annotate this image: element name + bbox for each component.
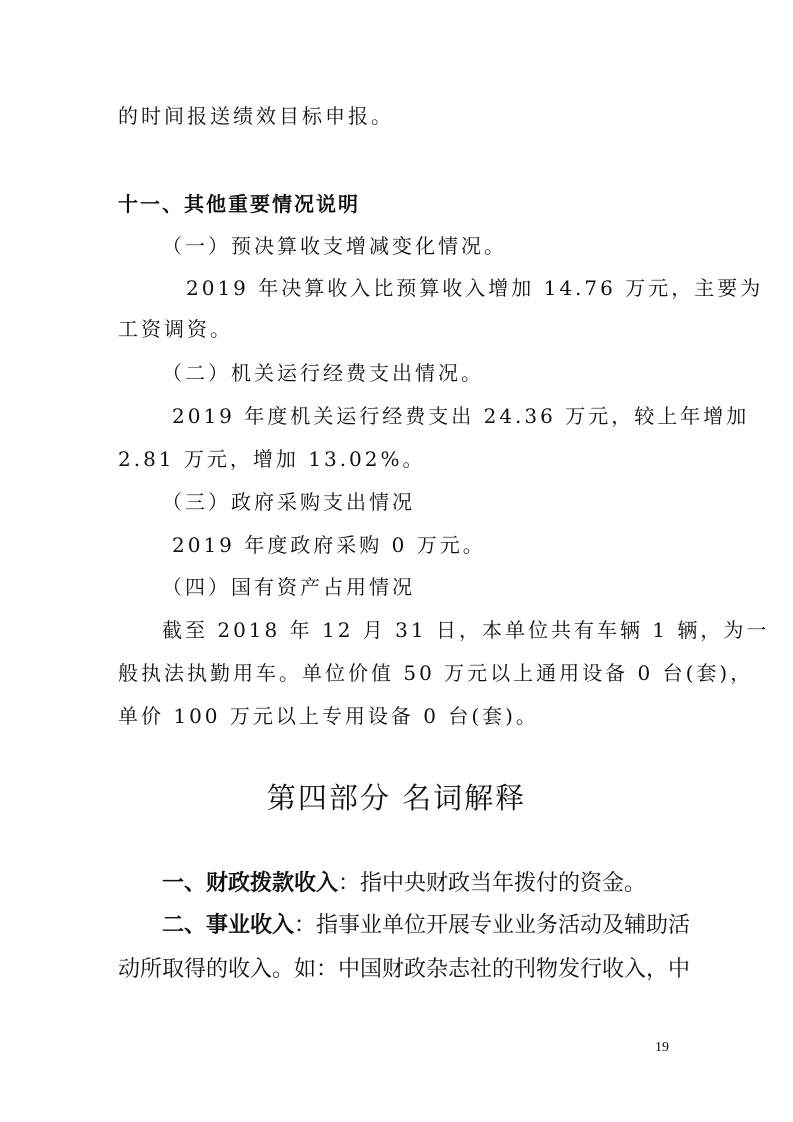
- definition-line: 动所取得的收入。如：中国财政杂志社的刊物发行收入，中: [118, 957, 691, 982]
- subheading: （三）政府采购支出情况: [162, 490, 415, 514]
- paragraph-line: 般执法执勤用车。单位价值 50 万元以上通用设备 0 台(套)，: [118, 661, 754, 685]
- definition-term: 一、财政拨款收入: [162, 871, 339, 896]
- section-heading: 十一、其他重要情况说明: [118, 192, 360, 216]
- paragraph-line: 2019 年决算收入比预算收入增加 14.76 万元，主要为: [186, 276, 764, 300]
- subheading: （一）预决算收支增减变化情况。: [162, 234, 507, 258]
- paragraph-line: 工资调资。: [118, 317, 233, 341]
- text-line: 的时间报送绩效目标申报。: [118, 104, 394, 128]
- page-number: 19: [655, 1040, 669, 1055]
- definition-text: ：指中央财政当年拨付的资金。: [338, 871, 647, 896]
- subheading: （二）机关运行经费支出情况。: [162, 361, 484, 385]
- definition-term: 二、事业收入: [162, 913, 295, 938]
- paragraph-line: 单价 100 万元以上专用设备 0 台(套)。: [118, 704, 539, 728]
- part-title: 第四部分 名词解释: [266, 781, 527, 815]
- paragraph-line: 截至 2018 年 12 月 31 日，本单位共有车辆 1 辆，为一: [162, 618, 770, 642]
- definition-text: ：指事业单位开展专业业务活动及辅助活: [294, 913, 691, 938]
- paragraph-line: 2019 年度政府采购 0 万元。: [172, 533, 486, 557]
- definition-line: [162, 911, 690, 941]
- subheading: （四）国有资产占用情况: [162, 575, 415, 599]
- definition-line: [162, 869, 646, 899]
- paragraph-line: 2.81 万元，增加 13.02%。: [118, 447, 426, 471]
- paragraph-line: 2019 年度机关运行经费支出 24.36 万元，较上年增加: [172, 404, 750, 428]
